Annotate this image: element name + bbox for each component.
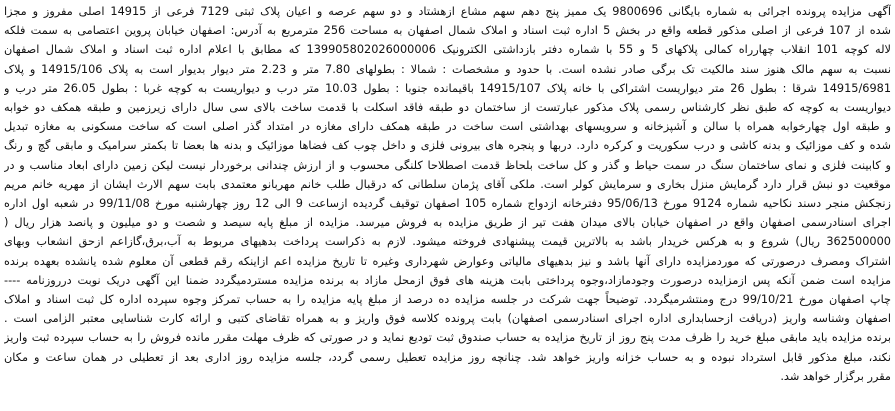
notice-line-7: و طبقه اول چهارخوابه همراه با سالن و آشپزخانه و سرویسهای بهداشتی است ساخت در طبقه همکف دارای مغازه در امتداد گذر اصلی است که ساخت مسکونی به مغازه تبدیل: [4, 120, 891, 134]
notice-line-8: شده و کف موزائیک و بدنه کاشی و درب سکوریت و کرکره دارد. دربها و پنجره های بیرونی فلزی و داخل چوب کف فضاها موزائیک و بدنه ها بعضا تا بکمتر سرامیک و مابقی گچ و رنگ: [4, 139, 891, 153]
notice-line-14: اشتراک ومصرف درصورتی که موردمزایده دارای آنها باشد و نیز بدهیهای مالیاتی وعوارض شهرداری وغیره تا تاریخ مزایده اعم ازاینکه رقم قطعی آن معلوم شده یانشده بعهده برنده: [4, 254, 891, 268]
notice-line-13: 362500000 ریال) شروع و به هرکس خریدار باشد به بالاترین قیمت پیشنهادی فروخته میشود. لازم به ذکراست پرداخت بدهیهای مربوط به آب،برق،گازاعم ازحق انشعاب وبهای: [4, 235, 891, 249]
notice-line-19: نکند، مبلغ مذکور قابل استرداد نبوده و به حساب خزانه واریز خواهد شد. چنانچه روز مزایده تعطیل رسمی گردد، جلسه مزایده روز اداری بعد از تعطیلی در همان ساعت و مکان: [4, 350, 891, 364]
notice-line-16: چاپ اصفهان مورخ 99/10/21 درج ومنتشرمیگردد. توضیحاً جهت شرکت در جلسه مزایده ده درصد از مبلغ پایه مزایده را به حساب تمرکز وجوه سپرده اداره کل ثبت اسناد و املاک: [4, 293, 891, 307]
notice-line-3: لاله کوچه 101 انقلاب چهارراه کمالی پلاکهای 5 و 55 با شماره دفتر بازداشتی الکترونیک 139905802026000006 که مطابق با اعلام اداره ثبت اسناد و املاک شمال اصفهان: [4, 43, 891, 57]
notice-line-11: زنجکش منجر دسند نکاحیه شماره 9124 مورخ 95/06/13 دفترخانه ازدواج شماره 105 اصفهان توقیف گردیده ازساعت 9 الی 12 روز چهارشنبه مورخ 99/11/08 در شعبه اول اداره: [4, 197, 891, 211]
notice-line-5: 14915/6981 شرقا : بطول 26 متر دیواریست اشتراکی با خانه پلاک 14915/107 باقیمانده جنوبا : بطول 10.03 متر درب و دیواریست به کوچه غربا : بطول 26.05 متر درب و: [4, 81, 891, 95]
notice-line-20: مقرر برگزار خواهد شد.: [780, 369, 891, 383]
notice-line-17: اصفهان وشناسه واریز (دریافت ازحسابداری اداره اجرای اسنادرسمی اصفهان) بابت پرونده کلاسه فوق واریز و به همراه تقاضای کتبی و ارائه کارت شناسایی معتبر الزامی است .: [4, 312, 891, 326]
notice-line-10: موقعیت دو نبش قرار دارد گرمایش منزل بخاری و سرمایش کولر است. ملکی آقای پژمان سلطانی که درقبال طلب خانم مهربانو معتمدی بابت سهم الارث ایشان از مهریه خانم مریم: [4, 177, 891, 191]
notice-line-2: شده از 107 فرعی از اصلی مذکور قطعه واقع در بخش 5 اداره ثبت اسناد و املاک شمال اصفهان به مساحت 256 مترمربع به آدرس: اصفهان خیابان پروین اعتصامی به سمت فلکه: [4, 24, 891, 38]
notice-line-1: آگهی مزایده پرونده اجرائی به شماره بایگانی 9800696 یک ممیز پنج دهم سهم مشاع ازهشتاد و دو سهم عرصه و اعیان پلاک ثبتی 7129 فرعی از 14915 اصلی مفروز و مجزا: [4, 5, 891, 18]
notice-line-6: دیواریست به کوچه که طبق نظر کارشناس رسمی پلاک مذکور عبارتست از ساختمان دو طبقه فاقد اسکلت با قدمت ساخت بالای سی سال دارای زیرزمین و طبقه همکف دو خوابه: [4, 101, 891, 115]
notice-line-18: برنده مزایده باید مابقی مبلغ خرید را ظرف مدت پنج روز از تاریخ مزایده به حساب صندوق ثبت تودیع نماید و در صورتی که ظرف مهلت مقرر مانده فروش را به حساب سپرده ثبت واریز: [4, 331, 891, 345]
notice-line-9: و کابینت فلزی و نمای ساختمان سنگ در سمت حیاط و گذر و کل ساخت بلحاظ قدمت اصطلاحا کلنگی محسوب و از ارزش چندانی برخوردار نیست لیکن زمین دارای ابعاد مناسب و در: [4, 158, 891, 172]
notice-line-4: نسبت به سهم مالک هنوز سند مالکیت تک برگی صادر نشده است. با حدود و مشخصات : شمالا : بطولهای 7.80 متر و 2.23 متر دیوار بدیوار است به پلاک 14915/106 و پلاک: [4, 62, 891, 76]
notice-line-12: اجرای اسنادرسمی اصفهان واقع در اصفهان خیابان بالای میدان هفت تیر از طریق مزایده به فروش میرسد. مزایده از مبلغ پایه سیصد و شصت و دو میلیون و پانصد هزار ریال (: [4, 216, 891, 230]
notice-line-15: مزایده است ضمن آنکه پس ازمزایده درصورت وجودمازاد،وجوه پرداختی بابت هزینه های فوق ازمحل مازاد به برنده مزایده مستردمیگردد ضمنا این آگهی دریک نوبت درروزنامه ----: [4, 273, 891, 287]
